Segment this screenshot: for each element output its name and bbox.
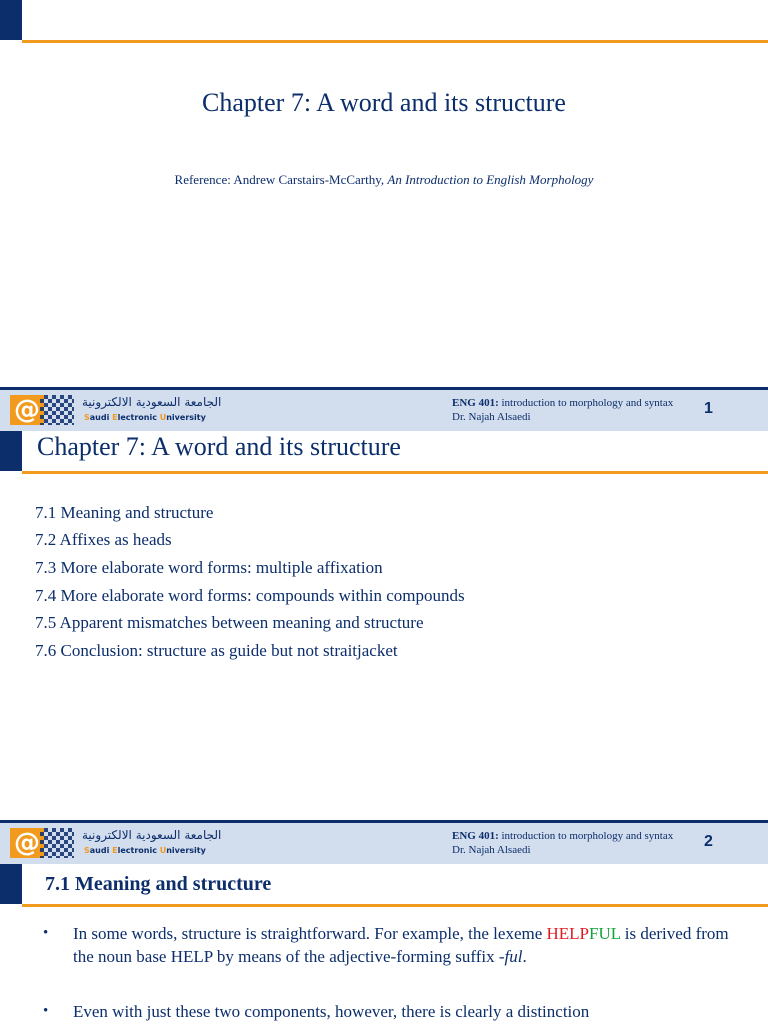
- instructor-name: Dr. Najah Alsaedi: [452, 844, 531, 856]
- university-name-arabic: الجامعة السعودية الالكترونية: [82, 395, 222, 409]
- slide1-header-line: [22, 40, 768, 43]
- page-number: 1: [704, 400, 713, 417]
- slide2-corner-block: [0, 431, 22, 471]
- slide-footer-1: [0, 387, 768, 431]
- page-number: 2: [704, 833, 713, 850]
- slide3-corner-block: [0, 864, 22, 904]
- slide1-corner-block: [0, 0, 22, 40]
- toc-item: 7.3 More elaborate word forms: multiple affixation: [35, 558, 383, 577]
- reference-prefix: Reference: Andrew Carstairs-McCarthy,: [174, 172, 388, 187]
- toc-item: 7.6 Conclusion: structure as guide but not straitjacket: [35, 641, 398, 660]
- slide3-title: 7.1 Meaning and structure: [45, 873, 272, 895]
- highlight-help: HELP: [546, 924, 590, 943]
- checker-pattern-icon: [40, 828, 74, 858]
- course-info: [452, 396, 673, 424]
- bullet-icon: •: [43, 1003, 49, 1019]
- university-name-english: Saudi Electronic University: [84, 846, 206, 855]
- slide2-header-line: [22, 471, 768, 474]
- toc-item: 7.2 Affixes as heads: [35, 530, 172, 549]
- suffix-ful: -ful: [498, 947, 523, 966]
- university-logo: [10, 828, 222, 862]
- bullet-paragraph-2: Even with just these two components, however, there is clearly a distinction: [73, 1002, 590, 1021]
- slide1-reference: [0, 172, 768, 188]
- toc-item: 7.5 Apparent mismatches between meaning and structure: [35, 613, 424, 632]
- instructor-name: Dr. Najah Alsaedi: [452, 411, 531, 423]
- toc-item: 7.4 More elaborate word forms: compounds within compounds: [35, 586, 465, 605]
- slide2-title: Chapter 7: A word and its structure: [37, 432, 401, 461]
- university-logo: [10, 395, 222, 429]
- university-name-english: Saudi Electronic University: [84, 413, 206, 422]
- bullet-paragraph-1: In some words, structure is straightforward. For example, the lexeme HELPFUL is derived from the noun base HELP by means of the adjective-forming suffix -ful.: [73, 924, 729, 966]
- toc-item: 7.1 Meaning and structure: [35, 503, 214, 522]
- highlight-ful: FUL: [589, 924, 621, 943]
- reference-book-title: An Introduction to English Morphology: [387, 172, 594, 187]
- course-info: [452, 829, 673, 857]
- at-logo-icon: @: [10, 395, 44, 425]
- at-logo-icon: @: [10, 828, 44, 858]
- slide1-title: Chapter 7: A word and its structure: [202, 88, 566, 117]
- checker-pattern-icon: [40, 395, 74, 425]
- course-line: ENG 401: introduction to morphology and syntax: [452, 397, 674, 409]
- bullet-icon: •: [43, 925, 49, 941]
- slide-footer-2: [0, 820, 768, 864]
- slide3-header-line: [22, 904, 768, 907]
- course-line: ENG 401: introduction to morphology and syntax: [452, 830, 674, 842]
- university-name-arabic: الجامعة السعودية الالكترونية: [82, 828, 222, 842]
